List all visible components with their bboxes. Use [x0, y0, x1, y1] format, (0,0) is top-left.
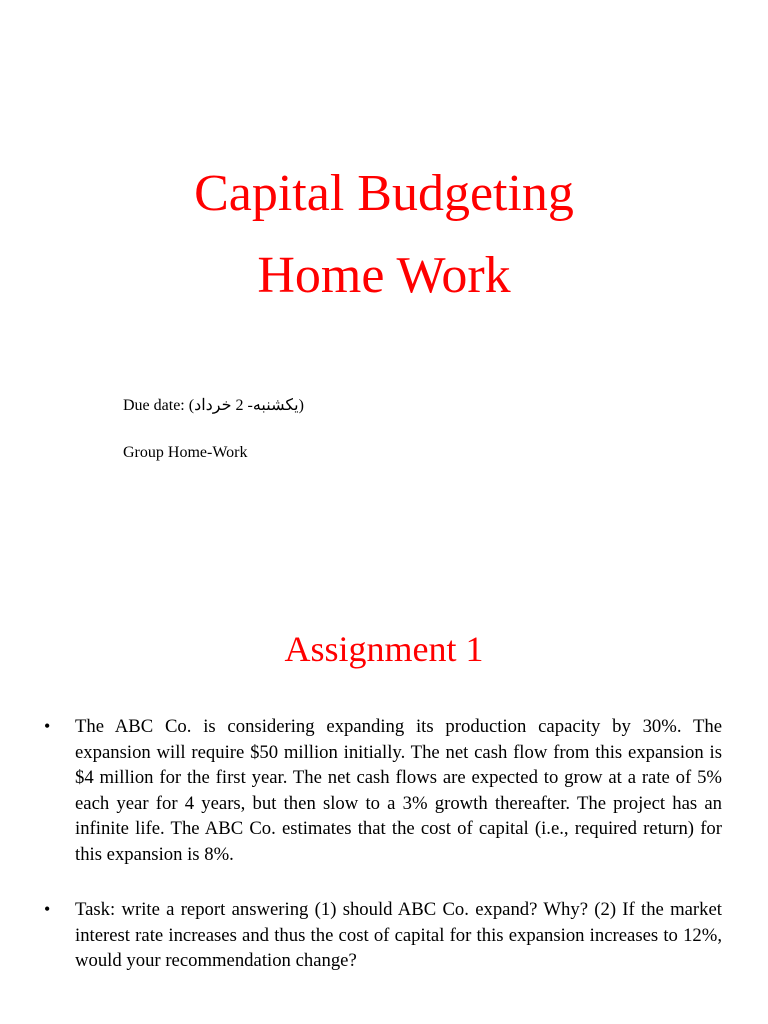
list-item [0, 897, 768, 974]
bullet-icon: • [44, 716, 51, 736]
assignment-bullet-list [0, 714, 768, 1004]
due-date-line [123, 396, 304, 416]
group-homework-label: Group Home-Work [123, 444, 248, 461]
bullet-icon: • [44, 899, 51, 919]
list-item [0, 714, 768, 867]
title-line-1: Capital Budgeting [194, 165, 574, 222]
due-date-label: Due date: [123, 397, 185, 414]
title-line-2: Home Work [257, 247, 511, 304]
bullet-text: The ABC Co. is considering expanding its production capacity by 30%. The expansion will require $50 million initially. The net cash flow from this expansion is $4 million for the first year. The net cash flows are expected to grow at a rate of 5% each year for 4 years, but then slow to a 3% growth thereafter. The project has an infinite life. The ABC Co. estimates that the cost of capital (i.e., required return) for this expansion is 8%. [75, 716, 722, 865]
section-heading: Assignment 1 [284, 629, 484, 669]
due-date-value: (یکشنبه- 2 خرداد) [188, 397, 304, 414]
bullet-text: Task: write a report answering (1) should ABC Co. expand? Why? (2) If the market interest rate increases and thus the cost of capital for this expansion increases to 12%, would your recommendation change? [75, 899, 722, 971]
